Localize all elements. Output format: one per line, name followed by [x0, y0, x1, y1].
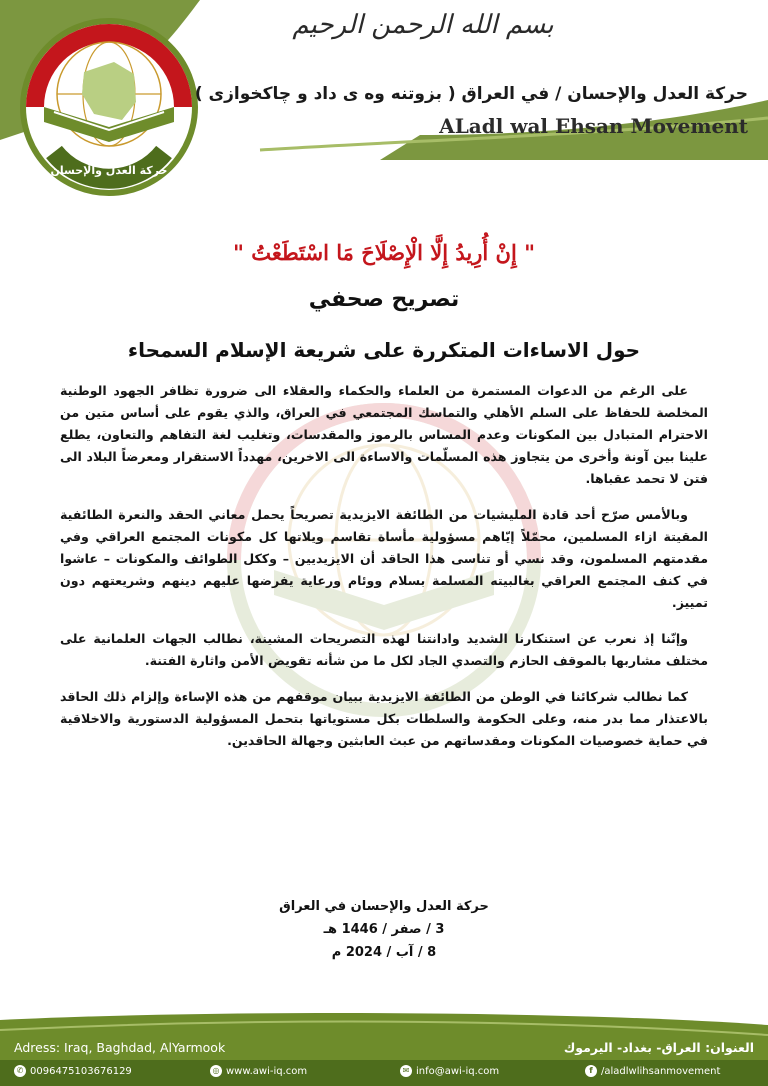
- social-handle: /aladlwlihsanmovement: [601, 1065, 721, 1077]
- whatsapp-icon: ✆: [14, 1065, 26, 1077]
- signature-block: [0, 895, 768, 964]
- globe-icon: ◎: [210, 1065, 222, 1077]
- address-arabic: العنوان: العراق- بغداد- اليرموك: [563, 1040, 754, 1055]
- logo: [14, 12, 204, 202]
- phone-number: 009647510367612​9: [30, 1065, 132, 1077]
- signature-org: حركة العدل والإحسان في العراق: [279, 899, 489, 914]
- facebook-icon: f: [585, 1065, 597, 1077]
- gregorian-date: 8 / آب / 2024 م: [331, 945, 437, 960]
- website-contact[interactable]: [210, 1065, 307, 1077]
- social-contact[interactable]: [585, 1065, 720, 1077]
- basmala: بسم الله الرحمن الرحيم: [292, 10, 554, 40]
- paragraph: وبالأمس صرّح أحد قادة المليشيات من الطائفة الايزيدية تصريحاً يحمل معاني الحقد والنعرة الطائفية المقيتة ازاء المسلمين، محمّلاً إيّاهم مسؤولية مأساة تقاسم ويلاتها كل مكونات المجتمع العراقي وفي مقدمتهم المسلمون، وقد نسي أو تناسى هذا الحاقد أن الايزيديين – وككل الطوائف والمكونات – عاشوا في كنف المجتمع العراقي بغالبيته المسلمة بسلام ووئام ورعاية يفرضها عليهم دينهم وشريعتهم دون تمييز.: [60, 507, 708, 610]
- logo-text: حركة العدل والإحسان: [50, 164, 168, 177]
- email-contact[interactable]: [400, 1065, 499, 1077]
- statement-type: تصريح صحفي: [308, 287, 460, 312]
- phone-contact[interactable]: [14, 1065, 132, 1077]
- paragraph: على الرغم من الدعوات المستمرة من العلماء والحكماء والعقلاء الى ضرورة تظافر الجهود الوطنية المخلصة للحفاظ على السلم الأهلي والتماسك المجتمعي في العراق، والذي يقوم على أساس متين من الاحترام المتبادل بين المكونات وعدم المساس بالرموز والمقدسات، وتغليب لغة التفاهم والتعاون، يطلع علينا بين آونة وأخرى من يتجاوز هذه المسلّمات والاساءة الى الاخرين، مهدداً الاستقرار ومعرضاً البلاد الى فتن لا تحمد عقباها.: [60, 383, 708, 486]
- quran-verse: " إِنْ أُرِيدُ إِلَّا الْإِصْلَاحَ مَا اسْتَطَعْتُ ": [232, 240, 536, 265]
- website-url: www.awi-iq.com: [226, 1065, 308, 1077]
- hijri-date: 3 / صفر / 1446 هـ: [323, 922, 445, 937]
- paragraph: كما نطالب شركائنا في الوطن من الطائفة الايزيدية ببيان موقفهم من هذه الإساءة وإلزام ذلك الحاقد بالاعتذار مما بدر منه، وعلى الحكومة والسلطات بكل مستوياتها بتحمل المسؤولية الدستورية والاخلاقية في حماية خصوصيات المكونات ومقدساتهم من عبث العابثين وجهالة الحاقدين.: [60, 689, 708, 748]
- org-name-english: ALadl wal Ehsan Movement: [439, 114, 748, 138]
- statement-body: [60, 380, 708, 766]
- email-icon: ✉: [400, 1065, 412, 1077]
- statement-subject: حول الاساءات المتكررة على شريعة الإسلام السمحاء: [127, 338, 641, 362]
- email-address: info@awi-iq.com: [416, 1065, 500, 1077]
- address-english: Adress: Iraq, Baghdad, AlYarmook: [14, 1040, 226, 1055]
- contact-row: [0, 1062, 768, 1084]
- org-name-arabic: حركة العدل والإحسان / في العراق ( بزوتنه وه ى داد و چاكخوازى ): [194, 84, 748, 104]
- paragraph: وإنّنا إذ نعرب عن استنكارنا الشديد وادانتنا لهذه التصريحات المشينة، نطالب الجهات العلمانية على مختلف مشاربها بالموقف الحازم والتصدي الجاد لكل ما من شأنه تقويض الأمن واثارة الفتنة.: [60, 631, 708, 668]
